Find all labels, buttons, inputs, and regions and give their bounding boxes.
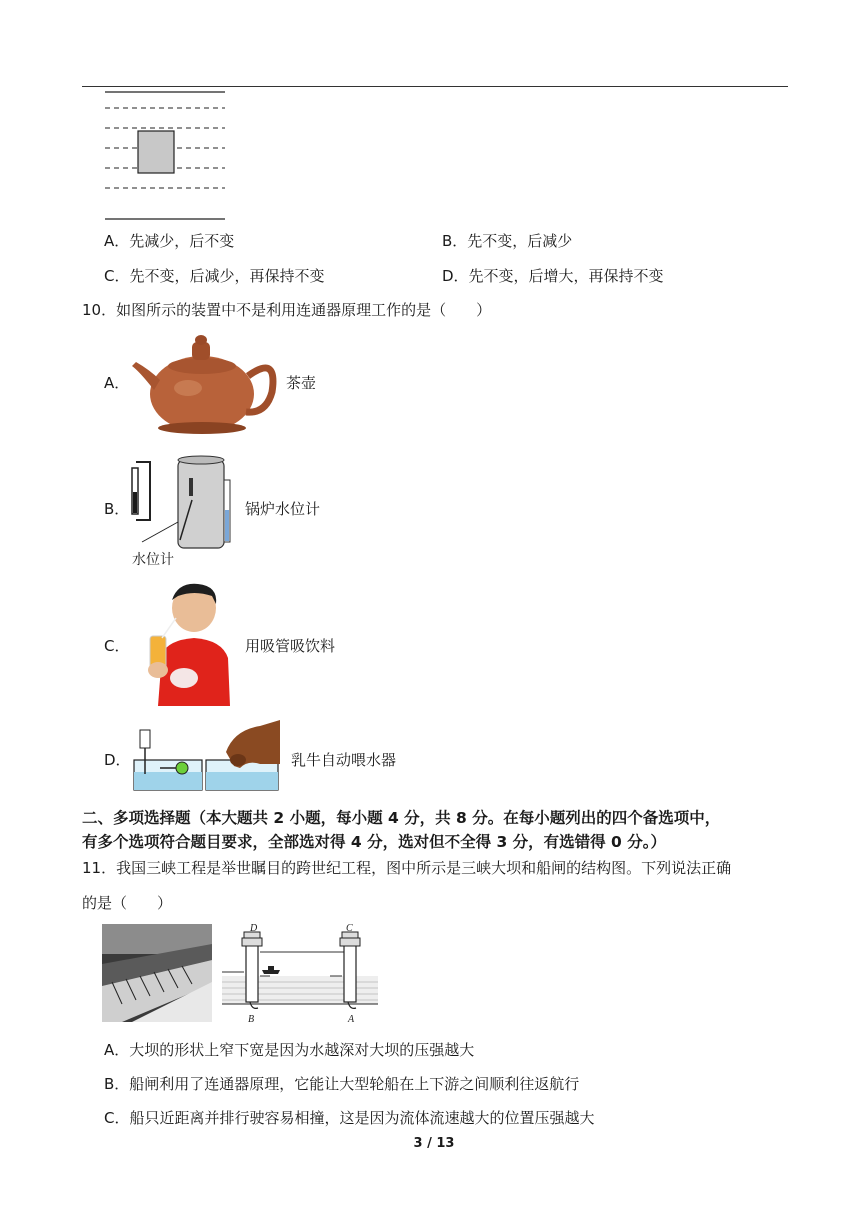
floating-block <box>138 131 174 173</box>
q9-figure <box>100 88 230 223</box>
label-d: D <box>250 924 258 934</box>
ship-lock-diagram <box>220 924 380 1026</box>
q10-stem: 10．如图所示的装置中不是利用连通器原理工作的是（ ） <box>82 301 492 319</box>
q11-option-a: A．大坝的形状上窄下宽是因为水越深对大坝的压强越大 <box>104 1041 475 1059</box>
q11-option-b: B．船闸利用了连通器原理，它能让大型轮船在上下游之间顺利往返航行 <box>104 1075 580 1093</box>
boiler-gauge-image <box>126 450 238 550</box>
q10-option-c-label: 用吸管吸饮料 <box>245 637 336 655</box>
three-gorges-dam-photo <box>102 924 212 1022</box>
label-c: C <box>346 924 353 934</box>
label-a: A <box>348 1014 355 1025</box>
cow-waterer-image <box>130 720 284 792</box>
q9-option-d: D．先不变，后增大，再保持不变 <box>442 267 664 285</box>
section2-heading-line1: 二、多项选择题（本大题共 2 小题，每小题 4 分，共 8 分。在每小题列出的四个备选项中， <box>82 809 721 827</box>
teapot-image <box>130 332 278 436</box>
q10-option-d-label: 乳牛自动喂水器 <box>291 751 397 769</box>
q10-option-c-letter: C． <box>104 637 130 655</box>
q9-option-b: B．先不变，后减少 <box>442 232 573 250</box>
label-b: B <box>248 1014 255 1025</box>
q11-stem-line1: 11．我国三峡工程是举世瞩目的跨世纪工程，图中所示是三峡大坝和船闸的结构图。下列说法正确 <box>82 859 732 877</box>
section2-heading-line2: 有多个选项符合题目要求，全部选对得 4 分，选对但不全得 3 分，有选错得 0 分。） <box>82 833 666 851</box>
q9-option-a: A．先减少，后不变 <box>104 232 235 250</box>
q11-option-c: C．船只近距离并排行驶容易相撞，这是因为流体流速越大的位置压强越大 <box>104 1109 595 1127</box>
q9-option-c: C．先不变，后减少，再保持不变 <box>104 267 325 285</box>
q10-option-d-letter: D． <box>104 751 131 769</box>
header-rule <box>82 86 788 87</box>
q10-option-a-letter: A． <box>104 374 130 392</box>
q10-option-a-label: 茶壶 <box>286 374 317 392</box>
water-gauge-caption: 水位计 <box>132 552 174 568</box>
q11-stem-line2: 的是（ ） <box>82 894 173 912</box>
page-number: 3 / 13 <box>413 1136 455 1151</box>
q10-option-b-label: 锅炉水位计 <box>245 500 321 518</box>
q10-option-b-letter: B． <box>104 500 130 518</box>
boy-drinking-image <box>138 582 234 708</box>
